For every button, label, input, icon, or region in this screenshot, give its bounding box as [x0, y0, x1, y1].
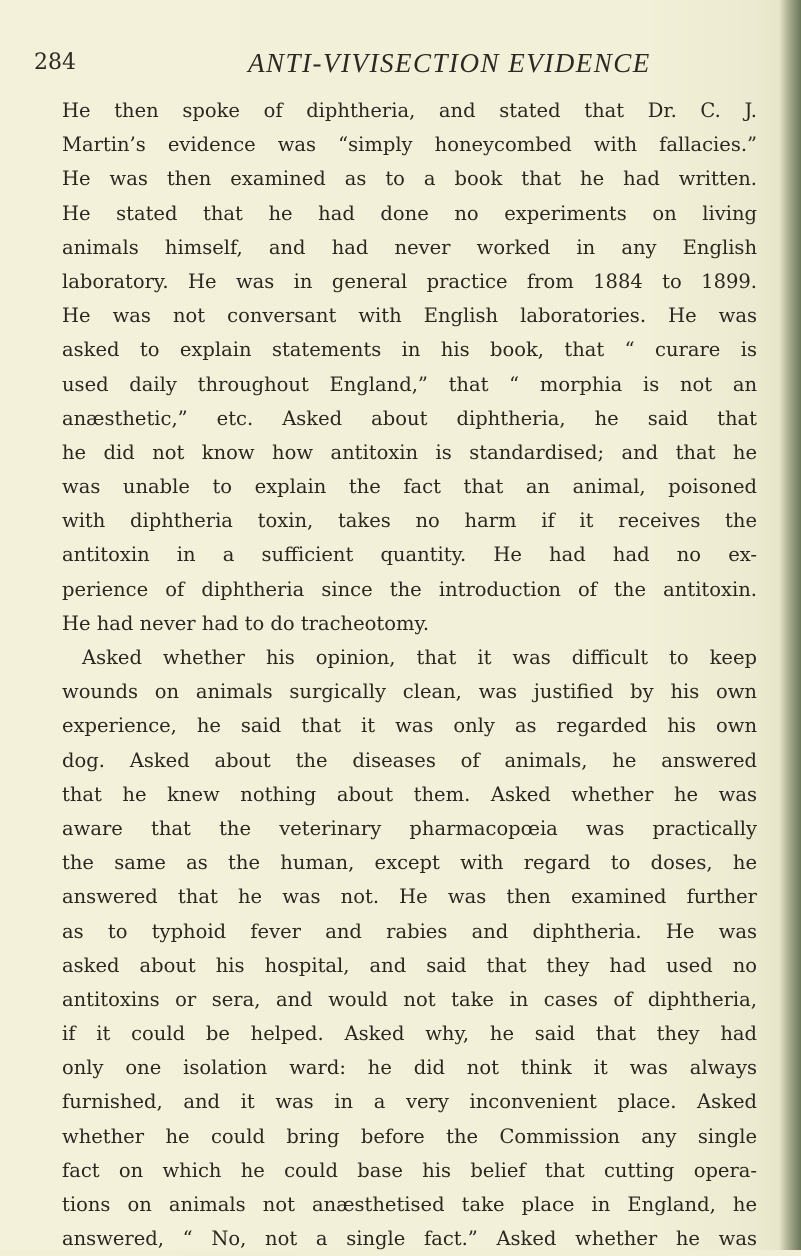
text-line: as to typhoid fever and rabies and diphtheria. He was	[62, 919, 757, 943]
text-line: if it could be helped. Asked why, he said that they had	[62, 1022, 757, 1046]
text-line: fact on which he could base his belief that cutting opera-	[62, 1158, 757, 1182]
text-line: only one isolation ward: he did not think it was always	[62, 1056, 757, 1080]
text-line: He then spoke of diphtheria, and stated that Dr. C. J.	[62, 99, 757, 122]
text-line: wounds on animals surgically clean, was justified by his own	[62, 680, 757, 704]
text-line: furnished, and it was in a very inconvenient place. Asked	[62, 1090, 757, 1114]
text-line: answered that he was not. He was then examined further	[62, 885, 757, 909]
text-line: He stated that he had done no experiments on living	[62, 201, 757, 225]
text-line: He had never had to do tracheotomy.	[62, 611, 430, 635]
text-line: used daily throughout England,” that “ morphia is not an	[62, 372, 757, 396]
text-line: Martin’s evidence was “simply honeycombed with fallacies.”	[62, 133, 757, 157]
text-line: with diphtheria toxin, takes no harm if it receives the	[62, 509, 757, 533]
text-line: anæsthetic,” etc. Asked about diphtheria, he said that	[62, 406, 757, 430]
text-line: he did not know how antitoxin is standardised; and that he	[62, 440, 757, 464]
text-line: asked about his hospital, and said that they had used no	[62, 953, 757, 977]
text-line: aware that the veterinary pharmacopœia was practically	[62, 816, 757, 840]
text-line: that he knew nothing about them. Asked whether he was	[62, 782, 757, 806]
text-line: antitoxin in a sufficient quantity. He had had no ex-	[62, 543, 757, 567]
text-line: answered, “ No, not a single fact.” Asked whether he was	[62, 1227, 757, 1251]
body-text	[62, 94, 757, 1256]
text-line: animals himself, and had never worked in any English	[62, 235, 757, 259]
text-line: whether he could bring before the Commission any single	[62, 1124, 757, 1148]
page-edge-shadow	[779, 0, 801, 1250]
text-line: asked to explain statements in his book, that “ curare is	[62, 338, 757, 362]
text-line: experience, he said that it was only as regarded his own	[62, 714, 757, 738]
text-line: laboratory. He was in general practice from 1884 to 1899.	[62, 269, 757, 293]
text-line: the same as the human, except with regard to doses, he	[62, 851, 757, 875]
text-line: antitoxins or sera, and would not take in cases of diphtheria,	[62, 987, 757, 1011]
text-line: was unable to explain the fact that an animal, poisoned	[62, 475, 757, 499]
page-header	[34, 40, 754, 80]
text-line: perience of diphtheria since the introduction of the antitoxin.	[62, 577, 757, 601]
page-number: 284	[34, 50, 76, 75]
text-line: dog. Asked about the diseases of animals, he answered	[62, 748, 757, 772]
text-line: He was then examined as to a book that he had written.	[62, 167, 757, 191]
text-line: He was not conversant with English laboratories. He was	[62, 304, 757, 328]
running-head: ANTI-VIVISECTION EVIDENCE	[248, 48, 651, 78]
paragraph-start-line: Asked whether his opinion, that it was difficult to keep	[82, 646, 757, 669]
text-line: tions on animals not anæsthetised take place in England, he	[62, 1193, 757, 1216]
